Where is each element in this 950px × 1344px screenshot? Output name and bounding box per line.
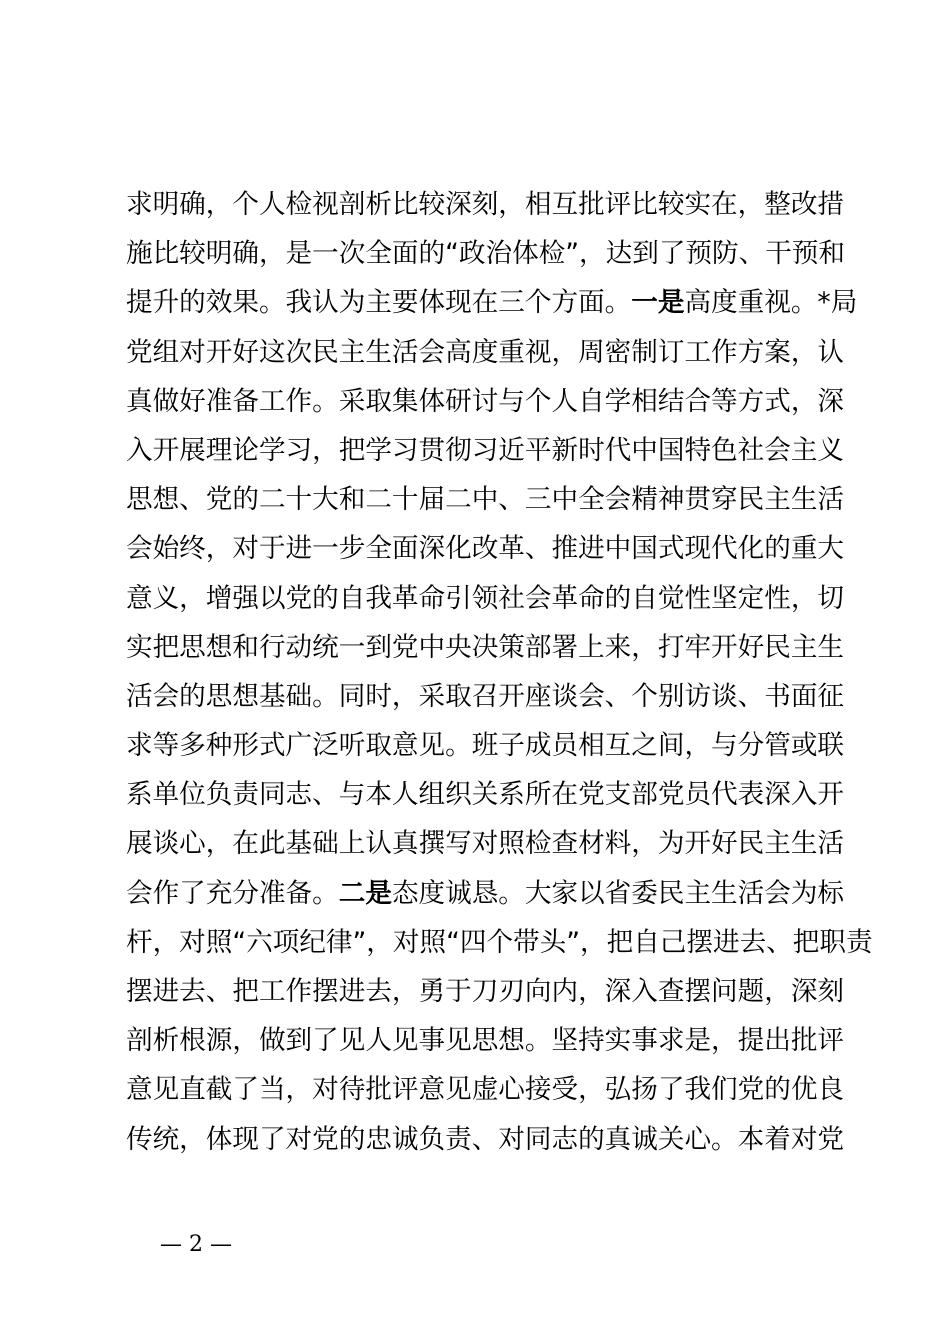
text-line: 入开展理论学习，把学习贯彻习近平新时代中国特色社会主义 [126, 434, 845, 466]
text-line: 施比较明确，是一次全面的“政治体检”，达到了预防、干预和 [126, 238, 845, 270]
bold-enumerator: 二是 [338, 877, 392, 909]
text-line: 意见直截了当，对待批评意见虚心接受，弘扬了我们党的优良 [126, 1074, 845, 1106]
text-line: 提升的效果。我认为主要体现在三个方面。一是高度重视。*局 [126, 287, 858, 319]
text-line: 杆，对照“六项纪律”，对照“四个带头”，把自己摆进去、把职责 [126, 926, 873, 958]
text-line: 意义，增强以党的自我革命引领社会革命的自觉性坚定性，切 [126, 582, 845, 614]
bold-enumerator: 一是 [631, 287, 685, 319]
page-number: — 2 — [160, 1232, 232, 1257]
text-line: 摆进去、把工作摆进去，勇于刀刃向内，深入查摆问题，深刻 [126, 976, 845, 1007]
text-line: 思想、党的二十大和二十届二中、三中全会精神贯穿民主生活 [126, 484, 845, 516]
text-line: 真做好准备工作。采取集体研讨与个人自学相结合等方式，深 [126, 385, 845, 417]
text-line: 剖析根源，做到了见人见事见思想。坚持实事求是，提出批评 [126, 1025, 845, 1057]
text-line: 传统，体现了对党的忠诚负责、对同志的真诚关心。本着对党 [126, 1123, 845, 1155]
text-line: 系单位负责同志、与本人组织关系所在党支部党员代表深入开 [126, 779, 845, 811]
text-line: 求明确，个人检视剖析比较深刻，相互批评比较实在，整改措 [126, 189, 845, 220]
text-line: 党组对开好这次民主生活会高度重视，周密制订工作方案，认 [126, 336, 845, 368]
text-line: 会作了充分准备。二是态度诚恳。大家以省委民主生活会为标 [126, 877, 845, 909]
text-line: 会始终，对于进一步全面深化改革、推进中国式现代化的重大 [126, 533, 845, 565]
text-line: 实把思想和行动统一到党中央决策部署上来，打牢开好民主生 [126, 631, 845, 663]
text-line: 活会的思想基础。同时，采取召开座谈会、个别访谈、书面征 [126, 680, 845, 712]
body-paragraph [126, 180, 873, 1164]
text-line: 求等多种形式广泛听取意见。班子成员相互之间，与分管或联 [126, 730, 845, 762]
text-line: 展谈心，在此基础上认真撰写对照检查材料，为开好民主生活 [126, 828, 845, 860]
